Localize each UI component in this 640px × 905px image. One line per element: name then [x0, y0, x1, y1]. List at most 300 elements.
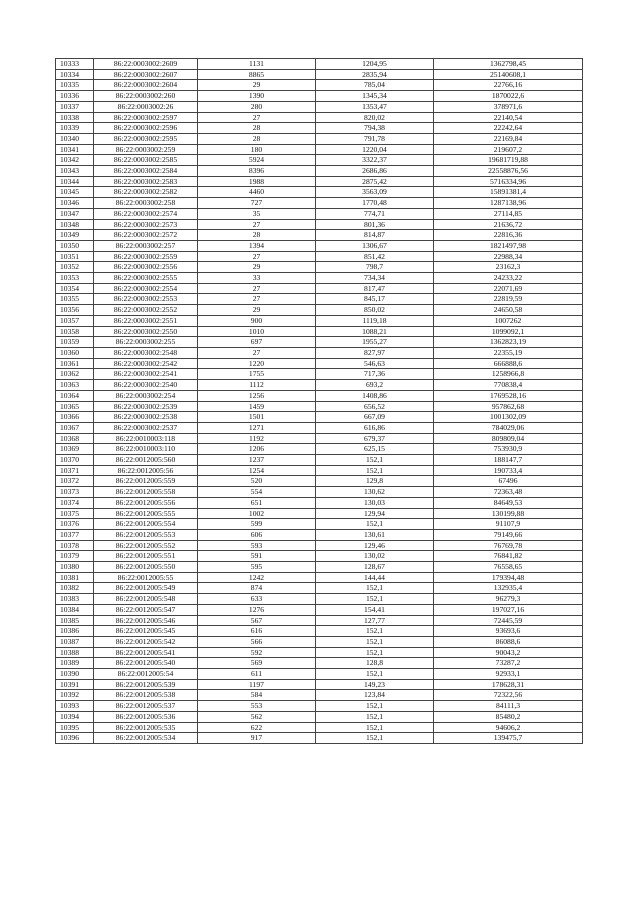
row-number-cell: 10379 [56, 551, 94, 562]
specific-value-cell: 152,1 [316, 711, 434, 722]
table-row [56, 133, 583, 144]
specific-value-cell: 123,84 [316, 690, 434, 701]
area-cell: 1390 [198, 91, 316, 102]
table-row [56, 208, 583, 219]
cadastral-value-cell: 22819,59 [434, 294, 583, 305]
area-cell: 1192 [198, 433, 316, 444]
specific-value-cell: 152,1 [316, 701, 434, 712]
table-row [56, 59, 583, 70]
row-number-cell: 10355 [56, 294, 94, 305]
cadastral-number-cell: 86:22:0003002:2537 [94, 422, 198, 433]
cadastral-value-cell: 27114,85 [434, 208, 583, 219]
specific-value-cell: 152,1 [316, 626, 434, 637]
cadastral-value-cell: 22169,84 [434, 133, 583, 144]
cadastral-value-cell: 22988,34 [434, 251, 583, 262]
table-row [56, 230, 583, 241]
cadastral-value-cell: 72322,56 [434, 690, 583, 701]
row-number-cell: 10347 [56, 208, 94, 219]
cadastral-value-cell: 130199,88 [434, 508, 583, 519]
cadastral-value-cell: 1362798,45 [434, 59, 583, 70]
cadastral-number-cell: 86:22:0003002:2574 [94, 208, 198, 219]
cadastral-value-cell: 22816,36 [434, 230, 583, 241]
row-number-cell: 10344 [56, 176, 94, 187]
area-cell: 1002 [198, 508, 316, 519]
table-row [56, 529, 583, 540]
cadastral-value-cell: 85480,2 [434, 711, 583, 722]
row-number-cell: 10377 [56, 529, 94, 540]
table-row [56, 476, 583, 487]
table-row [56, 176, 583, 187]
table-row [56, 219, 583, 230]
cadastral-number-cell: 86:22:0003002:2607 [94, 69, 198, 80]
cadastral-value-cell: 96279,3 [434, 594, 583, 605]
cadastral-value-cell: 1362823,19 [434, 337, 583, 348]
cadastral-number-cell: 86:22:0012005:538 [94, 690, 198, 701]
row-number-cell: 10372 [56, 476, 94, 487]
table-row [56, 551, 583, 562]
specific-value-cell: 1119,18 [316, 315, 434, 326]
cadastral-number-cell: 86:22:0010003:110 [94, 444, 198, 455]
cadastral-value-cell: 94606,2 [434, 722, 583, 733]
cadastral-value-cell: 784029,06 [434, 422, 583, 433]
specific-value-cell: 130,62 [316, 487, 434, 498]
table-row [56, 444, 583, 455]
cadastral-number-cell: 86:22:0012005:549 [94, 583, 198, 594]
area-cell: 27 [198, 219, 316, 230]
cadastral-number-cell: 86:22:0012005:55 [94, 572, 198, 583]
area-cell: 33 [198, 273, 316, 284]
area-cell: 8396 [198, 166, 316, 177]
area-cell: 28 [198, 133, 316, 144]
specific-value-cell: 794,38 [316, 123, 434, 134]
cadastral-number-cell: 86:22:0012005:559 [94, 476, 198, 487]
table-row [56, 669, 583, 680]
table-row [56, 283, 583, 294]
table-row [56, 69, 583, 80]
table-row [56, 679, 583, 690]
table-row [56, 455, 583, 466]
area-cell: 280 [198, 101, 316, 112]
area-cell: 567 [198, 615, 316, 626]
table-row [56, 369, 583, 380]
specific-value-cell: 130,61 [316, 529, 434, 540]
table-body [56, 59, 583, 744]
table-row [56, 615, 583, 626]
cadastral-number-cell: 86:22:0003002:2595 [94, 133, 198, 144]
table-row [56, 273, 583, 284]
specific-value-cell: 129,46 [316, 540, 434, 551]
row-number-cell: 10358 [56, 326, 94, 337]
cadastral-number-cell: 86:22:0012005:560 [94, 455, 198, 466]
cadastral-number-cell: 86:22:0012005:56 [94, 465, 198, 476]
specific-value-cell: 734,34 [316, 273, 434, 284]
area-cell: 27 [198, 112, 316, 123]
cadastral-number-cell: 86:22:0003002:2542 [94, 358, 198, 369]
cadastral-number-cell: 86:22:0012005:550 [94, 562, 198, 573]
table-row [56, 251, 583, 262]
area-cell: 8865 [198, 69, 316, 80]
area-cell: 874 [198, 583, 316, 594]
cadastral-value-cell: 76558,65 [434, 562, 583, 573]
row-number-cell: 10350 [56, 240, 94, 251]
table-row [56, 647, 583, 658]
cadastral-number-cell: 86:22:0003002:258 [94, 198, 198, 209]
table-row [56, 487, 583, 498]
cadastral-value-cell: 1099092,1 [434, 326, 583, 337]
cadastral-value-cell: 132935,4 [434, 583, 583, 594]
table-row [56, 562, 583, 573]
cadastral-number-cell: 86:22:0003002:2609 [94, 59, 198, 70]
row-number-cell: 10348 [56, 219, 94, 230]
cadastral-number-cell: 86:22:0003002:2584 [94, 166, 198, 177]
cadastral-number-cell: 86:22:0012005:537 [94, 701, 198, 712]
row-number-cell: 10336 [56, 91, 94, 102]
table-row [56, 401, 583, 412]
row-number-cell: 10386 [56, 626, 94, 637]
cadastral-number-cell: 86:22:0012005:556 [94, 497, 198, 508]
cadastral-number-cell: 86:22:0003002:2585 [94, 155, 198, 166]
table-row [56, 187, 583, 198]
cadastral-number-cell: 86:22:0012005:534 [94, 733, 198, 744]
area-cell: 1271 [198, 422, 316, 433]
cadastral-value-cell: 19681719,88 [434, 155, 583, 166]
specific-value-cell: 152,1 [316, 594, 434, 605]
table-row [56, 80, 583, 91]
area-cell: 611 [198, 669, 316, 680]
area-cell: 35 [198, 208, 316, 219]
area-cell: 520 [198, 476, 316, 487]
cadastral-number-cell: 86:22:0003002:2554 [94, 283, 198, 294]
area-cell: 1220 [198, 358, 316, 369]
row-number-cell: 10378 [56, 540, 94, 551]
area-cell: 553 [198, 701, 316, 712]
cadastral-number-cell: 86:22:0003002:2555 [94, 273, 198, 284]
cadastral-value-cell: 76769,78 [434, 540, 583, 551]
row-number-cell: 10337 [56, 101, 94, 112]
table-row [56, 658, 583, 669]
cadastral-value-cell: 809809,04 [434, 433, 583, 444]
cadastral-value-cell: 1258966,8 [434, 369, 583, 380]
row-number-cell: 10359 [56, 337, 94, 348]
cadastral-number-cell: 86:22:0003002:2541 [94, 369, 198, 380]
cadastral-number-cell: 86:22:0012005:545 [94, 626, 198, 637]
table-row [56, 347, 583, 358]
area-cell: 1206 [198, 444, 316, 455]
specific-value-cell: 851,42 [316, 251, 434, 262]
area-cell: 1112 [198, 380, 316, 391]
cadastral-value-cell: 22071,69 [434, 283, 583, 294]
row-number-cell: 10370 [56, 455, 94, 466]
row-number-cell: 10374 [56, 497, 94, 508]
table-row [56, 390, 583, 401]
table-row [56, 711, 583, 722]
row-number-cell: 10381 [56, 572, 94, 583]
row-number-cell: 10394 [56, 711, 94, 722]
cadastral-value-cell: 190733,4 [434, 465, 583, 476]
cadastral-value-cell: 90043,2 [434, 647, 583, 658]
cadastral-number-cell: 86:22:0012005:552 [94, 540, 198, 551]
table-row [56, 701, 583, 712]
cadastral-value-cell: 21636,72 [434, 219, 583, 230]
area-cell: 595 [198, 562, 316, 573]
area-cell: 592 [198, 647, 316, 658]
specific-value-cell: 3322,37 [316, 155, 434, 166]
row-number-cell: 10366 [56, 412, 94, 423]
cadastral-value-cell: 67496 [434, 476, 583, 487]
table-row [56, 540, 583, 551]
cadastral-number-cell: 86:22:0012005:540 [94, 658, 198, 669]
area-cell: 1755 [198, 369, 316, 380]
specific-value-cell: 129,94 [316, 508, 434, 519]
area-cell: 917 [198, 733, 316, 744]
cadastral-number-cell: 86:22:0003002:2548 [94, 347, 198, 358]
cadastral-value-cell: 197027,16 [434, 604, 583, 615]
specific-value-cell: 827,97 [316, 347, 434, 358]
row-number-cell: 10341 [56, 144, 94, 155]
cadastral-value-cell: 1001302,09 [434, 412, 583, 423]
cadastral-value-cell: 1287138,96 [434, 198, 583, 209]
cadastral-value-cell: 139475,7 [434, 733, 583, 744]
row-number-cell: 10392 [56, 690, 94, 701]
row-number-cell: 10375 [56, 508, 94, 519]
area-cell: 697 [198, 337, 316, 348]
specific-value-cell: 817,47 [316, 283, 434, 294]
cadastral-number-cell: 86:22:0012005:542 [94, 636, 198, 647]
row-number-cell: 10339 [56, 123, 94, 134]
cadastral-number-cell: 86:22:0003002:2556 [94, 262, 198, 273]
cadastral-number-cell: 86:22:0012005:54 [94, 669, 198, 680]
table-row [56, 722, 583, 733]
cadastral-number-cell: 86:22:0003002:26 [94, 101, 198, 112]
specific-value-cell: 546,63 [316, 358, 434, 369]
specific-value-cell: 2835,94 [316, 69, 434, 80]
area-cell: 1254 [198, 465, 316, 476]
specific-value-cell: 128,8 [316, 658, 434, 669]
table-row [56, 733, 583, 744]
specific-value-cell: 1955,27 [316, 337, 434, 348]
cadastral-number-cell: 86:22:0003002:2553 [94, 294, 198, 305]
specific-value-cell: 850,02 [316, 305, 434, 316]
specific-value-cell: 127,77 [316, 615, 434, 626]
row-number-cell: 10343 [56, 166, 94, 177]
table-row [56, 155, 583, 166]
table-row [56, 240, 583, 251]
cadastral-number-cell: 86:22:0012005:554 [94, 519, 198, 530]
row-number-cell: 10356 [56, 305, 94, 316]
row-number-cell: 10367 [56, 422, 94, 433]
row-number-cell: 10361 [56, 358, 94, 369]
cadastral-number-cell: 86:22:0012005:558 [94, 487, 198, 498]
table-row [56, 497, 583, 508]
area-cell: 28 [198, 230, 316, 241]
cadastral-number-cell: 86:22:0003002:2573 [94, 219, 198, 230]
cadastral-number-cell: 86:22:0003002:2559 [94, 251, 198, 262]
row-number-cell: 10384 [56, 604, 94, 615]
area-cell: 1501 [198, 412, 316, 423]
row-number-cell: 10382 [56, 583, 94, 594]
cadastral-number-cell: 86:22:0012005:553 [94, 529, 198, 540]
specific-value-cell: 667,09 [316, 412, 434, 423]
row-number-cell: 10391 [56, 679, 94, 690]
row-number-cell: 10376 [56, 519, 94, 530]
row-number-cell: 10390 [56, 669, 94, 680]
cadastral-value-table [55, 58, 583, 744]
cadastral-number-cell: 86:22:0012005:551 [94, 551, 198, 562]
row-number-cell: 10363 [56, 380, 94, 391]
cadastral-value-cell: 957862,68 [434, 401, 583, 412]
area-cell: 27 [198, 347, 316, 358]
area-cell: 584 [198, 690, 316, 701]
specific-value-cell: 149,23 [316, 679, 434, 690]
area-cell: 1010 [198, 326, 316, 337]
row-number-cell: 10354 [56, 283, 94, 294]
table-row [56, 315, 583, 326]
table-row [56, 380, 583, 391]
area-cell: 569 [198, 658, 316, 669]
row-number-cell: 10387 [56, 636, 94, 647]
cadastral-number-cell: 86:22:0003002:2596 [94, 123, 198, 134]
specific-value-cell: 801,36 [316, 219, 434, 230]
specific-value-cell: 130,02 [316, 551, 434, 562]
table-row [56, 91, 583, 102]
cadastral-value-cell: 22140,54 [434, 112, 583, 123]
cadastral-number-cell: 86:22:0003002:2540 [94, 380, 198, 391]
cadastral-value-cell: 86088,6 [434, 636, 583, 647]
row-number-cell: 10368 [56, 433, 94, 444]
cadastral-number-cell: 86:22:0012005:536 [94, 711, 198, 722]
table-row [56, 262, 583, 273]
specific-value-cell: 152,1 [316, 583, 434, 594]
row-number-cell: 10389 [56, 658, 94, 669]
specific-value-cell: 152,1 [316, 519, 434, 530]
cadastral-value-cell: 219607,2 [434, 144, 583, 155]
cadastral-number-cell: 86:22:0012005:535 [94, 722, 198, 733]
row-number-cell: 10388 [56, 647, 94, 658]
specific-value-cell: 625,15 [316, 444, 434, 455]
row-number-cell: 10345 [56, 187, 94, 198]
table-row [56, 433, 583, 444]
cadastral-number-cell: 86:22:0003002:2583 [94, 176, 198, 187]
row-number-cell: 10335 [56, 80, 94, 91]
row-number-cell: 10365 [56, 401, 94, 412]
cadastral-number-cell: 86:22:0012005:547 [94, 604, 198, 615]
cadastral-value-cell: 79149,66 [434, 529, 583, 540]
row-number-cell: 10364 [56, 390, 94, 401]
area-cell: 5924 [198, 155, 316, 166]
area-cell: 606 [198, 529, 316, 540]
cadastral-number-cell: 86:22:0012005:555 [94, 508, 198, 519]
cadastral-value-cell: 178628,31 [434, 679, 583, 690]
specific-value-cell: 2875,42 [316, 176, 434, 187]
row-number-cell: 10380 [56, 562, 94, 573]
row-number-cell: 10360 [56, 347, 94, 358]
specific-value-cell: 1408,86 [316, 390, 434, 401]
area-cell: 27 [198, 251, 316, 262]
specific-value-cell: 1306,67 [316, 240, 434, 251]
table-row [56, 422, 583, 433]
row-number-cell: 10373 [56, 487, 94, 498]
specific-value-cell: 814,87 [316, 230, 434, 241]
table-row [56, 508, 583, 519]
cadastral-value-cell: 1821497,98 [434, 240, 583, 251]
cadastral-value-cell: 753930,9 [434, 444, 583, 455]
table-row [56, 626, 583, 637]
row-number-cell: 10383 [56, 594, 94, 605]
cadastral-number-cell: 86:22:0003002:2572 [94, 230, 198, 241]
specific-value-cell: 1088,21 [316, 326, 434, 337]
cadastral-value-cell: 1769528,16 [434, 390, 583, 401]
table-row [56, 690, 583, 701]
specific-value-cell: 152,1 [316, 722, 434, 733]
area-cell: 29 [198, 262, 316, 273]
table-row [56, 337, 583, 348]
cadastral-number-cell: 86:22:0003002:2582 [94, 187, 198, 198]
row-number-cell: 10340 [56, 133, 94, 144]
area-cell: 593 [198, 540, 316, 551]
table-row [56, 636, 583, 647]
area-cell: 566 [198, 636, 316, 647]
cadastral-number-cell: 86:22:0003002:2538 [94, 412, 198, 423]
area-cell: 900 [198, 315, 316, 326]
row-number-cell: 10338 [56, 112, 94, 123]
cadastral-value-cell: 188147,7 [434, 455, 583, 466]
specific-value-cell: 845,17 [316, 294, 434, 305]
area-cell: 591 [198, 551, 316, 562]
area-cell: 1237 [198, 455, 316, 466]
specific-value-cell: 656,52 [316, 401, 434, 412]
cadastral-number-cell: 86:22:0003002:259 [94, 144, 198, 155]
specific-value-cell: 798,7 [316, 262, 434, 273]
row-number-cell: 10352 [56, 262, 94, 273]
table-row [56, 112, 583, 123]
specific-value-cell: 3563,09 [316, 187, 434, 198]
area-cell: 1197 [198, 679, 316, 690]
specific-value-cell: 152,1 [316, 647, 434, 658]
cadastral-value-cell: 24650,58 [434, 305, 583, 316]
cadastral-value-cell: 5716334,96 [434, 176, 583, 187]
row-number-cell: 10353 [56, 273, 94, 284]
table-row [56, 519, 583, 530]
table-row [56, 294, 583, 305]
row-number-cell: 10385 [56, 615, 94, 626]
cadastral-number-cell: 86:22:0003002:2550 [94, 326, 198, 337]
area-cell: 622 [198, 722, 316, 733]
specific-value-cell: 693,2 [316, 380, 434, 391]
row-number-cell: 10395 [56, 722, 94, 733]
table-row [56, 604, 583, 615]
row-number-cell: 10346 [56, 198, 94, 209]
area-cell: 651 [198, 497, 316, 508]
row-number-cell: 10369 [56, 444, 94, 455]
area-cell: 1988 [198, 176, 316, 187]
table-row [56, 358, 583, 369]
specific-value-cell: 152,1 [316, 465, 434, 476]
cadastral-number-cell: 86:22:0003002:2539 [94, 401, 198, 412]
cadastral-number-cell: 86:22:0003002:2551 [94, 315, 198, 326]
area-cell: 1242 [198, 572, 316, 583]
area-cell: 562 [198, 711, 316, 722]
area-cell: 28 [198, 123, 316, 134]
area-cell: 29 [198, 305, 316, 316]
table-row [56, 198, 583, 209]
table-row [56, 326, 583, 337]
area-cell: 616 [198, 626, 316, 637]
cadastral-value-cell: 22558876,56 [434, 166, 583, 177]
cadastral-value-cell: 24233,22 [434, 273, 583, 284]
cadastral-number-cell: 86:22:0012005:546 [94, 615, 198, 626]
cadastral-value-cell: 15891381,4 [434, 187, 583, 198]
table-row [56, 583, 583, 594]
